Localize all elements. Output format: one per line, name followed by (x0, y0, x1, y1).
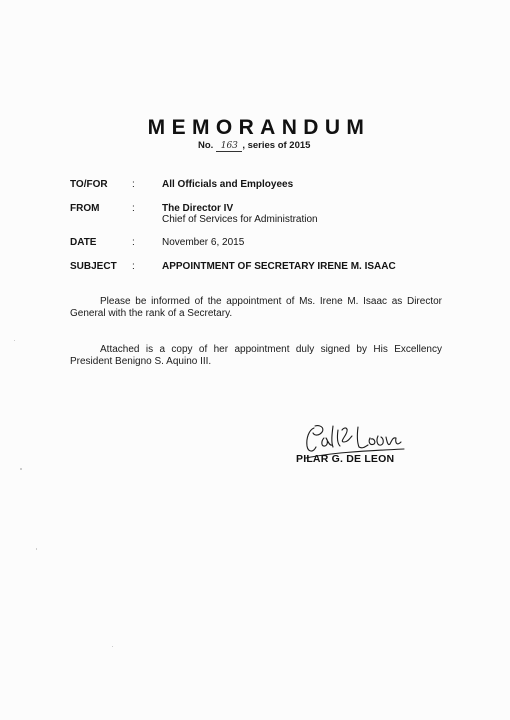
date-value: November 6, 2015 (162, 237, 245, 248)
from-label: FROM (70, 203, 100, 214)
signatory-name: PILAR G. DE LEON (296, 453, 395, 465)
memo-number-prefix: No. (198, 140, 214, 151)
body-paragraph-1: Please be informed of the appointment of Ms. Irene M. Isaac as Director General with the rank of a Secretary. (70, 296, 442, 319)
to-value: All Officials and Employees (162, 179, 294, 190)
from-value-line1: The Director IV (162, 203, 234, 214)
date-colon: : (132, 237, 135, 248)
scan-speck (20, 468, 22, 470)
memo-number-handwritten: 163 (216, 142, 242, 152)
memo-number-line (198, 140, 310, 152)
scan-speck (112, 646, 113, 647)
scan-speck (36, 548, 37, 550)
subject-value: APPOINTMENT OF SECRETARY IRENE M. ISAAC (162, 261, 396, 272)
from-colon: : (132, 203, 135, 214)
from-value-line2: Chief of Services for Administration (162, 214, 318, 225)
scan-speck (14, 340, 15, 341)
to-colon: : (132, 179, 135, 190)
memo-title: MEMORANDUM (147, 116, 371, 139)
to-label: TO/FOR (70, 179, 108, 190)
body-paragraph-2: Attached is a copy of her appointment duly signed by His Excellency President Benigno S. Aquino III. (70, 344, 442, 367)
date-label: DATE (70, 237, 97, 248)
subject-colon: : (132, 261, 135, 272)
memo-number-suffix: , series of 2015 (242, 140, 311, 151)
subject-label: SUBJECT (70, 261, 117, 272)
